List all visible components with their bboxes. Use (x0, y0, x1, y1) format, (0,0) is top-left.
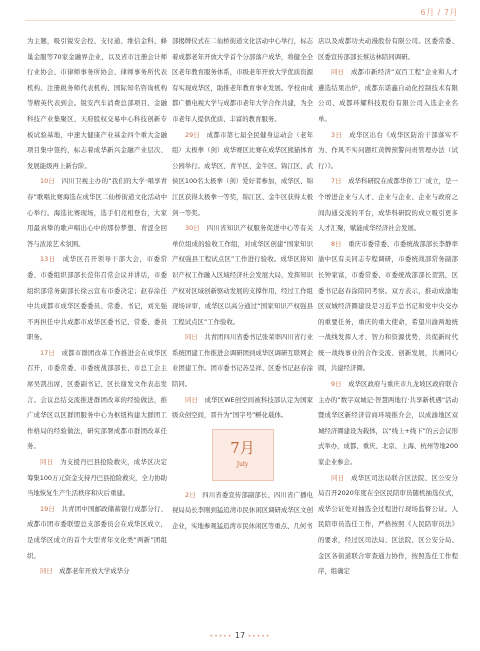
footer-ornament-right: ••••• (247, 633, 271, 640)
column-3 (318, 34, 458, 580)
entry-date: 同日 (185, 333, 198, 342)
entry-text: 店以及成都功夫动漫股份有限公司。区委常委、区委宣传部部长蔡达林陪同调研。 (318, 37, 458, 61)
entry-date: 9日 (331, 380, 342, 389)
entry-date: 30日 (185, 224, 201, 233)
entry-date: 同日 (331, 68, 345, 77)
header-rule (25, 20, 455, 21)
page-footer (0, 631, 480, 640)
entry-date: 13日 (40, 255, 56, 264)
chronicle-entry (27, 564, 167, 580)
chronicle-entry (318, 34, 458, 65)
chronicle-entry (172, 488, 313, 535)
entry-date: 同日 (331, 473, 345, 482)
entry-date: 10日 (40, 177, 56, 186)
chronicle-entry (27, 174, 167, 252)
entry-date: 同日 (40, 567, 53, 576)
entry-text: 四川省知识产权服务促进中心等有关单位组成的验收工作组，对成华区创建“国家知识产权强县工程试点区”工作进行验收。成华区将知识产权工作融入区域经济社会发展大局，发挥知识产权对区域创新驱动发展的支撑作用，经过工作组现场评审，成华区以高分通过“国家知识产权强县工程试点区”工作验收。 (172, 224, 313, 326)
entry-text: 成华区WE创空间被科技部认定为国家级众创空间，晋升为“国字号”孵化载体。 (172, 395, 314, 420)
entry-date: 3日 (331, 130, 343, 139)
entry-text: 共青团中国邮政储蓄银行成都分行、成都市团市委联盟总支部委员会在成华区成立，是成华区成立的首个大型青年文化类“两新”团组织。 (27, 504, 167, 560)
chronicle-entry (318, 471, 458, 580)
entry-text: 为支援丹巴县抢险救灾，成华区决定筹集100万元资金支持丹巴县抢险救灾，全力协助当地恢复生产生活秩序和灾后重建。 (27, 458, 168, 498)
entry-date: 19日 (40, 504, 55, 513)
entry-date: 2日 (185, 490, 196, 499)
chronicle-entry (27, 455, 167, 502)
entry-text: 成都市群团改革工作推进会在成华区召开，市委常委、市委统战部部长、市总工会主席吴凯出席，区委副书记、区长谢发文作表态发言。会议总结交流推进群团改革的经验做法，推广成华区以区群团服务中心为枢纽构建大群团工作格局的经验做法，研究部署成都市群团改革任务。 (27, 348, 167, 451)
entry-date: 8日 (331, 239, 342, 248)
entry-text: 成都市第七届全民健身运动会（老年组）太极拳（剑）成华赛区比赛在成华区熊猫体育公园举行。成华区、青羊区、金牛区、锦江区、武侯区100名太极拳（剑）爱好者参加，成华区、锦江区获得太极拳一等奖，锦江区、金牛区获得太极剑一等奖。 (172, 130, 313, 217)
entry-date: 同日 (40, 458, 54, 467)
entry-date: 7日 (331, 177, 342, 186)
chronicle-entry (172, 128, 313, 222)
chronicle-entry (27, 502, 167, 564)
entry-text: 重庆市委常委、市委统战部部长李静率渝中区有关同志专程调研，市委统战部常务副部长钟家富，市委常委、市委统战部部长贺凯，区委书记赵春涂陪同考察。双方表示，推动成渝地区双城经济圈建设是习近平总书记和党中央交办的重要任务，重庆的重大使命，希望川渝两地统一战线发挥人才、智力和资源优势，共促新时代统一战线事业的合作交流、创新发展，共画同心圆，共建经济圈。 (318, 239, 458, 373)
entry-date: 17日 (40, 348, 55, 357)
chronicle-entry (172, 221, 313, 330)
entry-text: 部揭牌仪式在二仙桥街道文化活动中心举行，标志着成都老年开放大学首个分部落户成华，将健全全区老年教育服务体系，市级老年开放大学优质资源有实现成华区，助推老年教育事业发展。学校由成都广播电视大学与成都市老年大学合作共建，为全市老年人提供优质、丰富的教育服务。 (172, 37, 313, 123)
chronicle-entry (318, 237, 458, 377)
month-marker-july (212, 429, 274, 481)
chronicle-entry (27, 252, 167, 346)
entry-date: 29日 (185, 130, 201, 139)
entry-text: 成华区政府与重庆市九龙坡区政府联合主办的“数字双城记·智慧两地行·共享新机遇”活动暨成华区新经济营商环境推介会，以成渝地区双城经济圈建设为载体，以“线上+线下”的云会议形式举办，成都、重庆、北京、上海、杭州等地200家企业参会。 (318, 380, 459, 467)
chronicle-entry (318, 174, 458, 236)
entry-text: 成华区召开领导干部大会，市委常委、市委组织部部长范伟召常会议并讲话，市委组织部常务副部长徐云宣布市委决定；赵春涂任中共成都市成华区委委员、常委、书记，刘光强不再担任中共成都市成华区委书记、常委、委员职务。 (27, 255, 168, 342)
entry-text: 成华区司法局联合区法院、区公安分局召开2020年度在全区民陪审员随机抽选仪式，成华公证处对抽选全过程进行现场监督公证。人民陪审员选任工作，严格按照《人民陪审员法》的要求，经过区司法局、区法院、区公安分局、金区各街道联合审查通力协作，按照选任工作程序，组确定 (318, 473, 459, 576)
chronicle-entry (318, 377, 458, 471)
entry-text: 成都市新经济“双百工程”企业和人才遴选结果出炉，成都东诺鑫自动化控制技术有限公司、成都环耀科技股份有限公司入选企业名单。 (318, 68, 458, 123)
chronicle-entry (318, 128, 458, 175)
chronicle-entry (172, 330, 313, 392)
running-header: 6月 / 7月 (420, 8, 458, 17)
page-number: 17 (234, 631, 246, 640)
chronicle-entry (318, 65, 458, 127)
month-chinese-label: 7月 (230, 438, 255, 457)
entry-text: 四川省委宣传部副部长、四川省广播电视局局长李刚到猛追湾市民休闲区调研成华区文创企业，实地参观猛追湾市民休闲区等重点、几何书 (172, 490, 314, 531)
entry-text: 为主题，吸引锐安会控、支付通、维信金科、蜂巢金服等70家金融界企业，以及省市注册会计师行业协会、市律师事务所协会、律师事务所代表机构、注册税务师代表机构、国际知名咨询机构等精英代表到会。锐安汽车消费总部项目、金融科技产业集聚区、天府股权交易中心科技创新专板试验基地、中速大健康产业基金四个重大金融项目集中签约，标志着成华新兴金融产业层次、发展能级再上新台阶。 (27, 37, 167, 170)
chronicle-entry (172, 393, 313, 424)
chronicle-entry (27, 346, 167, 455)
month-english-label: July (236, 460, 249, 468)
entry-text: 共青团四川省委书记张荣率四川省行业系统团建工作推进会调研团到成华区调研互联网企业团建工作。团市委书记苏呈祥、区委书记赵春涂陪同。 (172, 333, 314, 389)
chronicle-entry (172, 34, 313, 128)
entry-text: 成华区出台《成华区防治干部落实不为、作风不实问题红黄牌预警问责管理办法（试行）》。 (318, 130, 458, 170)
entry-text: 四川卫视主办的“我们的大学·唱享青春”歌唱比赛海选在成华区二仙桥街道文化活动中心举行。海选比赛现场，选手们竞相登台，大家用最真挚的歌声唱出心中的那份梦想、青涩全回答与浓浓艺术氛围。 (27, 177, 168, 248)
column-2 (172, 34, 313, 535)
footer-ornament-left: ••••• (209, 633, 233, 640)
entry-date: 同日 (185, 395, 199, 404)
chronicle-entry (27, 34, 167, 174)
column-1 (27, 34, 167, 580)
entry-text: 成都老年开放大学成华分 (59, 567, 130, 576)
entry-text: 成华科研院在成都华侨工厂成立，是一个增进企业与人才、企业与企业、企业与政府之间沟通交流的平台，成华科研院的成立吸引更多人才汇聚，赋能成华经济社会发展。 (318, 177, 458, 233)
